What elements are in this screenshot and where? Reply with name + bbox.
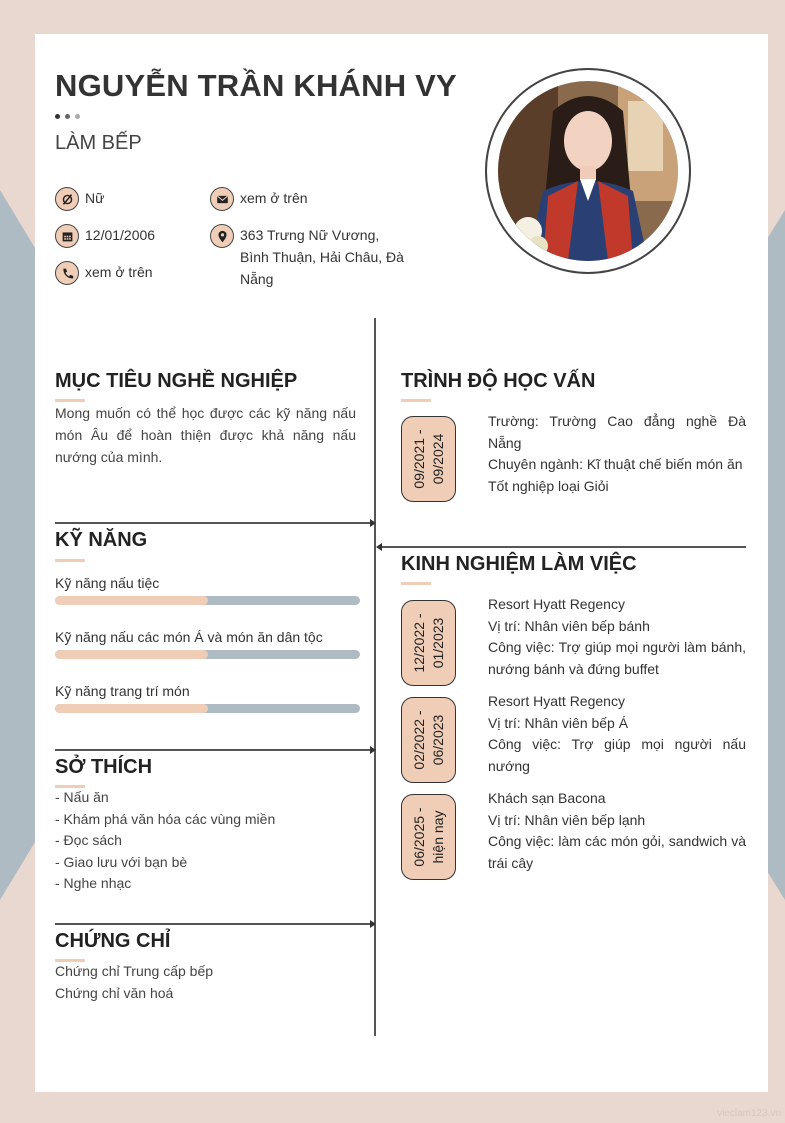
job-position: LÀM BẾP bbox=[55, 132, 142, 154]
education-title: TRÌNH ĐỘ HỌC VẤN bbox=[401, 370, 596, 392]
skills-title: KỸ NĂNG bbox=[55, 529, 148, 551]
skill-bar-fill bbox=[55, 704, 208, 713]
skill-bar bbox=[55, 596, 360, 605]
skill-bar-fill bbox=[55, 650, 208, 659]
phone-value: xem ở trên bbox=[85, 264, 153, 280]
email-value: xem ở trên bbox=[240, 190, 308, 206]
skill-label: Kỹ năng trang trí món bbox=[55, 683, 190, 699]
divider-arrow bbox=[370, 746, 376, 754]
company-name: Resort Hyatt Regency bbox=[488, 693, 625, 709]
title-underline bbox=[401, 582, 431, 585]
experience-period bbox=[401, 794, 456, 880]
divider-certificates bbox=[55, 923, 370, 925]
period-start: 12/2022 - bbox=[410, 613, 427, 673]
envelope-icon bbox=[210, 187, 234, 211]
email-info bbox=[210, 187, 308, 211]
education-line: Tốt nghiệp loại Giỏi bbox=[488, 477, 609, 494]
certificates-title: CHỨNG CHỈ bbox=[55, 930, 171, 952]
period-start: 09/2021 - bbox=[410, 429, 427, 489]
job-role: Vị trí: Nhân viên bếp Á bbox=[488, 714, 629, 731]
job-description: Công việc: làm các món gỏi, sandwich và trái cây bbox=[488, 833, 746, 871]
period-end: 09/2024 bbox=[429, 433, 446, 485]
period-end: hiện nay bbox=[429, 810, 446, 864]
company-name: Resort Hyatt Regency bbox=[488, 596, 625, 612]
education-detail bbox=[488, 411, 746, 497]
watermark: vieclam123.vn bbox=[717, 1108, 781, 1119]
hobbies-title: SỞ THÍCH bbox=[55, 756, 153, 778]
experience-period bbox=[401, 600, 456, 686]
job-description: Công việc: Trợ giúp mọi người làm bánh, nướng bánh và đứng buffet bbox=[488, 639, 746, 677]
experience-period bbox=[401, 697, 456, 783]
period-start: 06/2025 - bbox=[410, 807, 427, 867]
period-end: 06/2023 bbox=[429, 714, 446, 766]
calendar-icon bbox=[55, 224, 79, 248]
phone-icon bbox=[55, 261, 79, 285]
company-name: Khách sạn Bacona bbox=[488, 790, 606, 806]
phone-info bbox=[55, 261, 153, 285]
birthday-value: 12/01/2006 bbox=[85, 227, 156, 243]
divider-arrow bbox=[376, 543, 382, 551]
divider-arrow bbox=[370, 920, 376, 928]
location-pin-icon bbox=[210, 224, 234, 248]
skill-bar bbox=[55, 704, 360, 713]
avatar bbox=[498, 81, 678, 261]
period-start: 02/2022 - bbox=[410, 710, 427, 770]
objective-title: MỤC TIÊU NGHỀ NGHIỆP bbox=[55, 370, 298, 392]
experience-detail bbox=[488, 594, 746, 680]
avatar-frame bbox=[485, 68, 691, 274]
list-item: - Giao lưu với bạn bè bbox=[55, 853, 188, 870]
gender-icon bbox=[55, 187, 79, 211]
title-underline bbox=[401, 399, 431, 402]
candidate-name: NGUYỄN TRẦN KHÁNH VY bbox=[55, 68, 457, 103]
education-line: Chuyên ngành: Kĩ thuật chế biến món ăn bbox=[488, 456, 743, 472]
birthday-info bbox=[55, 224, 155, 248]
experience-detail bbox=[488, 691, 746, 777]
experience-detail bbox=[488, 788, 746, 874]
list-item: - Khám phá văn hóa các vùng miền bbox=[55, 810, 276, 827]
job-description: Công việc: Trợ giúp mọi người nấu nướng bbox=[488, 736, 746, 774]
divider-hobbies bbox=[55, 749, 370, 751]
period-end: 01/2023 bbox=[429, 617, 446, 669]
list-item: - Đọc sách bbox=[55, 832, 122, 848]
divider-arrow bbox=[370, 519, 376, 527]
skill-bar bbox=[55, 650, 360, 659]
job-role: Vị trí: Nhân viên bếp lạnh bbox=[488, 811, 646, 828]
job-role: Vị trí: Nhân viên bếp bánh bbox=[488, 617, 650, 634]
experience-title: KINH NGHIỆM LÀM VIỆC bbox=[401, 553, 637, 575]
cv-paper bbox=[35, 34, 768, 1092]
address-info bbox=[210, 224, 410, 290]
list-item: - Nghe nhạc bbox=[55, 875, 132, 891]
timeline-vertical-line bbox=[374, 318, 376, 1036]
list-item: - Nấu ăn bbox=[55, 789, 109, 805]
title-underline bbox=[55, 559, 85, 562]
list-item: Chứng chỉ văn hoá bbox=[55, 984, 174, 1001]
education-period bbox=[401, 416, 456, 502]
certificates-list bbox=[55, 961, 213, 1004]
hobbies-list bbox=[55, 787, 275, 895]
objective-text: Mong muốn có thể học được các kỹ năng nấu món Âu để hoàn thiện được khả năng nấu nướng của mình. bbox=[55, 405, 356, 465]
gender-value: Nữ bbox=[85, 190, 105, 206]
education-line: Trường: Trường Cao đẳng nghề Đà Nẵng bbox=[488, 413, 746, 451]
skill-label: Kỹ năng nấu tiệc bbox=[55, 575, 160, 591]
divider-experience bbox=[382, 546, 746, 548]
divider-skills bbox=[55, 522, 370, 524]
gender-info bbox=[55, 187, 104, 211]
address-value: 363 Trưng Nữ Vương, Bình Thuận, Hải Châu, Đà Nẵng bbox=[240, 227, 404, 287]
skill-label: Kỹ năng nấu các món Á và món ăn dân tộc bbox=[55, 629, 323, 645]
list-item: Chứng chỉ Trung cấp bếp bbox=[55, 963, 214, 979]
decor-dots bbox=[55, 114, 80, 119]
skill-bar-fill bbox=[55, 596, 208, 605]
